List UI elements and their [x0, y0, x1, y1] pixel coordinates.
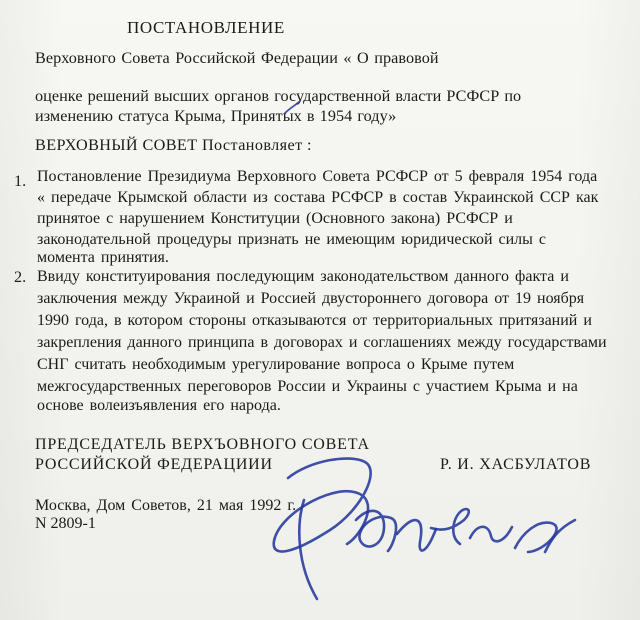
signature-title-line: ПРЕДСЕДАТЕЛЬ ВЕРХЪОВНОГО СОВЕТА [35, 436, 370, 453]
signature-title-line: РОССИЙСКОЙ ФЕДЕРАЦИИИ [35, 456, 273, 473]
document-number: N 2809-1 [35, 515, 96, 532]
signatory-name: Р. И. ХАСБУЛАТОВ [440, 456, 592, 473]
item-1-line: « передаче Крымской области из состава РСФСР в состав Украинской ССР как [37, 189, 599, 206]
item-1-line: момента принятия. [37, 249, 169, 266]
item-1-line: принятое с нарушением Конституции (Основного закона) РСФСР и [37, 210, 513, 227]
preamble-line: оценке решений высших органов государственной власти РСФСР по [35, 87, 522, 105]
preamble-line: изменению статуса Крыма, Принятых в 1954 году» [35, 107, 397, 125]
item-2-line: 1990 года, в котором стороны отказываются от территориальных притязаний и [37, 312, 592, 329]
item-2-line: закрепления данного принципа в договорах и соглашениях между государствами [37, 334, 607, 351]
preamble-line: Верховного Совета Российской Федерации « О правовой [35, 49, 439, 67]
item-2-line: межгосударственных переговоров России и Украины с участием Крыма и на [37, 378, 578, 395]
resolution-heading: ВЕРХОВНЫЙ СОВЕТ Постановляет : [35, 136, 312, 154]
item-1-line: Постановление Президиума Верховного Совета РСФСР от 5 февраля 1954 года [37, 168, 598, 185]
place-date: Москва, Дом Советов, 21 мая 1992 г. [35, 497, 297, 514]
signature-title [35, 435, 370, 475]
document-title: ПОСТАНОВЛЕНИЕ [127, 18, 285, 37]
item-2-line: основе волеизъявления его народа. [37, 397, 281, 414]
item-number: 2. [14, 268, 27, 286]
item-2-line: Ввиду конституирования последующим законодательством данного факта и [37, 268, 569, 285]
item-1-line: законодательной процедуры признать не имеющим юридической силы с [37, 231, 547, 248]
item-2-line: СНГ считать необходимым урегулирование вопроса о Крыме путем [37, 356, 515, 373]
item-2-line: заключения между Украиной и Россией двустороннего договора от 19 ноября [37, 290, 585, 307]
item-number: 1. [14, 172, 27, 190]
